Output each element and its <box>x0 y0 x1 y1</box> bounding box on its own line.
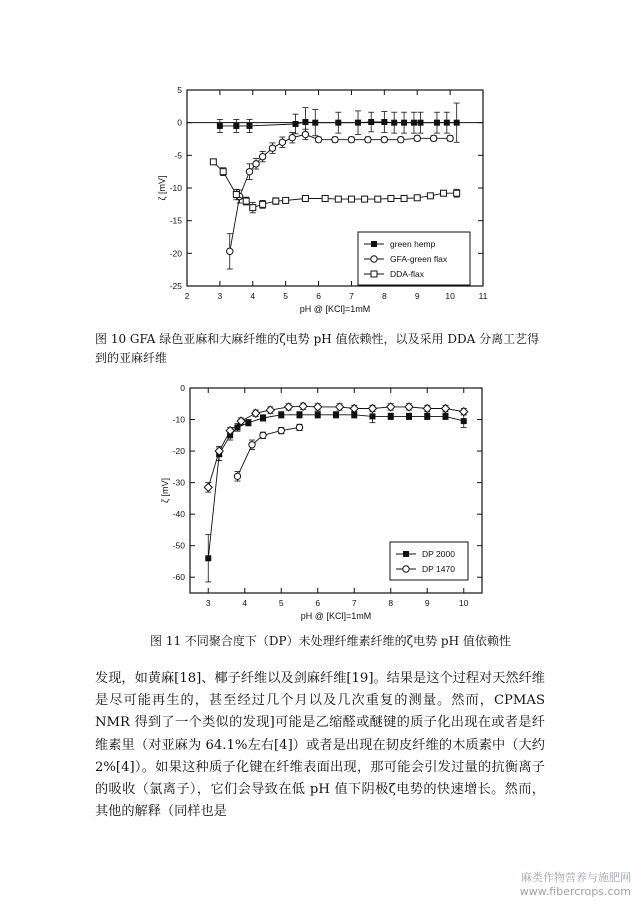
y-tick-label: -30 <box>172 477 185 488</box>
legend-marker <box>371 241 377 247</box>
x-tick-label: 3 <box>205 598 211 608</box>
data-point <box>348 136 354 142</box>
y-tick-label: -25 <box>169 281 182 291</box>
data-point <box>461 418 467 424</box>
x-tick-label: 6 <box>316 291 321 301</box>
data-point <box>249 442 255 448</box>
watermark-line-2: www.fibercrops.com <box>519 885 631 898</box>
x-tick-label: 8 <box>381 291 387 301</box>
data-point <box>278 412 284 418</box>
y-tick-label: 0 <box>177 117 182 128</box>
y-tick-label: -20 <box>172 446 185 457</box>
data-point <box>250 205 256 211</box>
y-tick-label: -20 <box>169 248 182 259</box>
x-tick-label: 2 <box>184 291 190 301</box>
data-point <box>447 135 453 141</box>
data-point <box>227 248 233 254</box>
data-point <box>406 413 412 419</box>
data-point <box>234 424 240 430</box>
x-tick-label: 9 <box>424 598 430 608</box>
data-point <box>370 413 376 419</box>
y-tick-label: -40 <box>172 509 185 520</box>
legend-box <box>390 542 468 580</box>
data-point <box>243 198 249 204</box>
data-point <box>381 136 387 142</box>
data-point <box>375 196 381 202</box>
data-series-3 <box>210 159 459 213</box>
data-series-2 <box>234 424 302 481</box>
data-point <box>365 136 371 142</box>
legend-label: DDA-flax <box>390 269 425 279</box>
data-point <box>205 555 211 561</box>
legend-label: GFA-green flax <box>390 254 448 264</box>
data-point <box>444 120 450 126</box>
data-point <box>332 136 338 142</box>
data-point <box>312 120 318 126</box>
data-point <box>233 192 239 198</box>
legend-label: DP 2000 <box>422 549 455 559</box>
y-tick-label: -50 <box>172 540 185 551</box>
figure-11-chart <box>150 380 495 632</box>
y-tick-label: -15 <box>169 215 182 226</box>
data-point <box>335 196 341 202</box>
y-tick-label: -60 <box>172 572 185 583</box>
x-tick-label: 5 <box>283 291 289 301</box>
data-point <box>217 123 223 129</box>
data-point <box>441 190 447 196</box>
data-point <box>279 139 285 145</box>
data-point <box>427 193 433 199</box>
series-line <box>208 415 463 559</box>
data-point <box>246 168 252 174</box>
y-tick-label: 5 <box>177 85 182 95</box>
data-point <box>414 195 420 201</box>
legend-label: DP 1470 <box>422 564 455 574</box>
x-tick-label: 7 <box>351 598 357 608</box>
y-tick-label: -5 <box>174 150 182 161</box>
data-point <box>302 195 308 201</box>
data-point <box>278 427 284 433</box>
figure-11-caption: 图 11 不同聚合度下（DP）未处理纤维素纤维的ζ电势 pH 值依赖性 <box>150 634 511 648</box>
data-point <box>388 195 394 201</box>
x-tick-label: 7 <box>349 291 354 301</box>
data-point <box>398 136 404 142</box>
x-tick-label: 8 <box>388 598 394 608</box>
data-point <box>289 134 295 140</box>
data-point <box>253 161 259 167</box>
data-point <box>297 412 303 418</box>
legend-marker <box>371 256 377 262</box>
data-point <box>259 153 265 159</box>
x-tick-label: 11 <box>478 291 488 301</box>
figure-10-caption: 图 10 GFA 绿色亚麻和大麻纤维的ζ电势 pH 值依赖性，以及采用 DDA 分离工艺得到的亚麻纤维 <box>95 332 540 365</box>
data-point <box>362 196 368 202</box>
data-point <box>322 195 328 201</box>
data-point <box>454 120 460 126</box>
data-point <box>204 483 212 491</box>
data-point <box>260 432 266 438</box>
y-tick-label: -10 <box>172 414 185 425</box>
site-watermark <box>520 871 631 899</box>
data-point <box>335 120 341 126</box>
data-point <box>293 121 299 127</box>
x-tick-label: 4 <box>242 598 248 608</box>
data-point <box>434 120 440 126</box>
y-tick-label: -10 <box>169 183 182 193</box>
data-point <box>418 120 424 126</box>
data-point <box>388 413 394 419</box>
legend-marker <box>403 566 409 572</box>
data-point <box>234 473 240 479</box>
x-tick-label: 9 <box>414 291 420 301</box>
x-tick-label: 6 <box>315 598 321 608</box>
data-point <box>355 120 361 126</box>
data-point <box>401 120 407 126</box>
data-point <box>333 412 339 418</box>
chart-legend <box>358 232 470 285</box>
series-line <box>237 427 299 476</box>
data-point <box>381 119 387 125</box>
data-point <box>315 136 321 142</box>
watermark-line-1: 麻类作物营养与施肥网 <box>521 871 631 884</box>
data-point <box>246 123 252 129</box>
y-axis-label: ζ [mV] <box>160 478 170 503</box>
data-point <box>210 159 216 165</box>
x-tick-label: 4 <box>250 291 256 301</box>
x-axis-label: pH @ [KCl]=1mM <box>299 304 371 314</box>
data-point <box>401 195 407 201</box>
x-axis-label: pH @ [KCl]=1mM <box>300 611 372 621</box>
data-point <box>424 413 430 419</box>
body-paragraph <box>95 668 545 823</box>
data-point <box>443 413 449 419</box>
data-point <box>283 197 289 203</box>
y-tick-label: 0 <box>180 383 185 393</box>
legend-label: green hemp <box>390 239 436 249</box>
data-point <box>260 415 266 421</box>
body-text: 发现，如黄麻[18]、椰子纤维以及剑麻纤维[19]。结果是这个过程对天然纤维是尽可能再生的，甚至经过几个月以及几次重复的测量。然而，CPMAS NMR 得到了一个类似的发现]可能是乙缩醛或醚键的质子化出现在或者是纤维素里（对亚麻为 64.1%左右[4]）或者是出现在韧皮纤维的木质素中（大约 2%[4]）。如果这种质子化键在纤维表面出现，那可能会引发过量的抗衡离子的吸收（氯离子），它们会导致在低 pH 值下阴极ζ电势的快速增长。然而，其他的解释（同样也是 <box>95 671 545 820</box>
data-point <box>220 169 226 175</box>
legend-marker <box>403 551 409 557</box>
legend-marker <box>371 271 377 277</box>
data-point <box>269 145 275 151</box>
data-point <box>414 135 420 141</box>
data-point <box>233 123 239 129</box>
data-point <box>348 196 354 202</box>
data-point <box>302 119 308 125</box>
data-point <box>411 120 417 126</box>
data-point <box>454 190 460 196</box>
data-point <box>391 120 397 126</box>
data-point <box>245 420 251 426</box>
data-point <box>302 131 308 137</box>
figure-10-chart <box>150 80 495 330</box>
data-point <box>260 201 266 207</box>
data-point <box>368 119 374 125</box>
x-tick-label: 10 <box>459 598 469 608</box>
chart-legend <box>390 542 468 580</box>
y-axis-label: ζ [mV] <box>157 175 167 201</box>
x-tick-label: 3 <box>217 291 223 301</box>
x-tick-label: 10 <box>445 291 455 301</box>
data-point <box>315 412 321 418</box>
data-point <box>430 135 436 141</box>
data-point <box>273 198 279 204</box>
x-tick-label: 5 <box>278 598 284 608</box>
data-point <box>296 424 302 430</box>
